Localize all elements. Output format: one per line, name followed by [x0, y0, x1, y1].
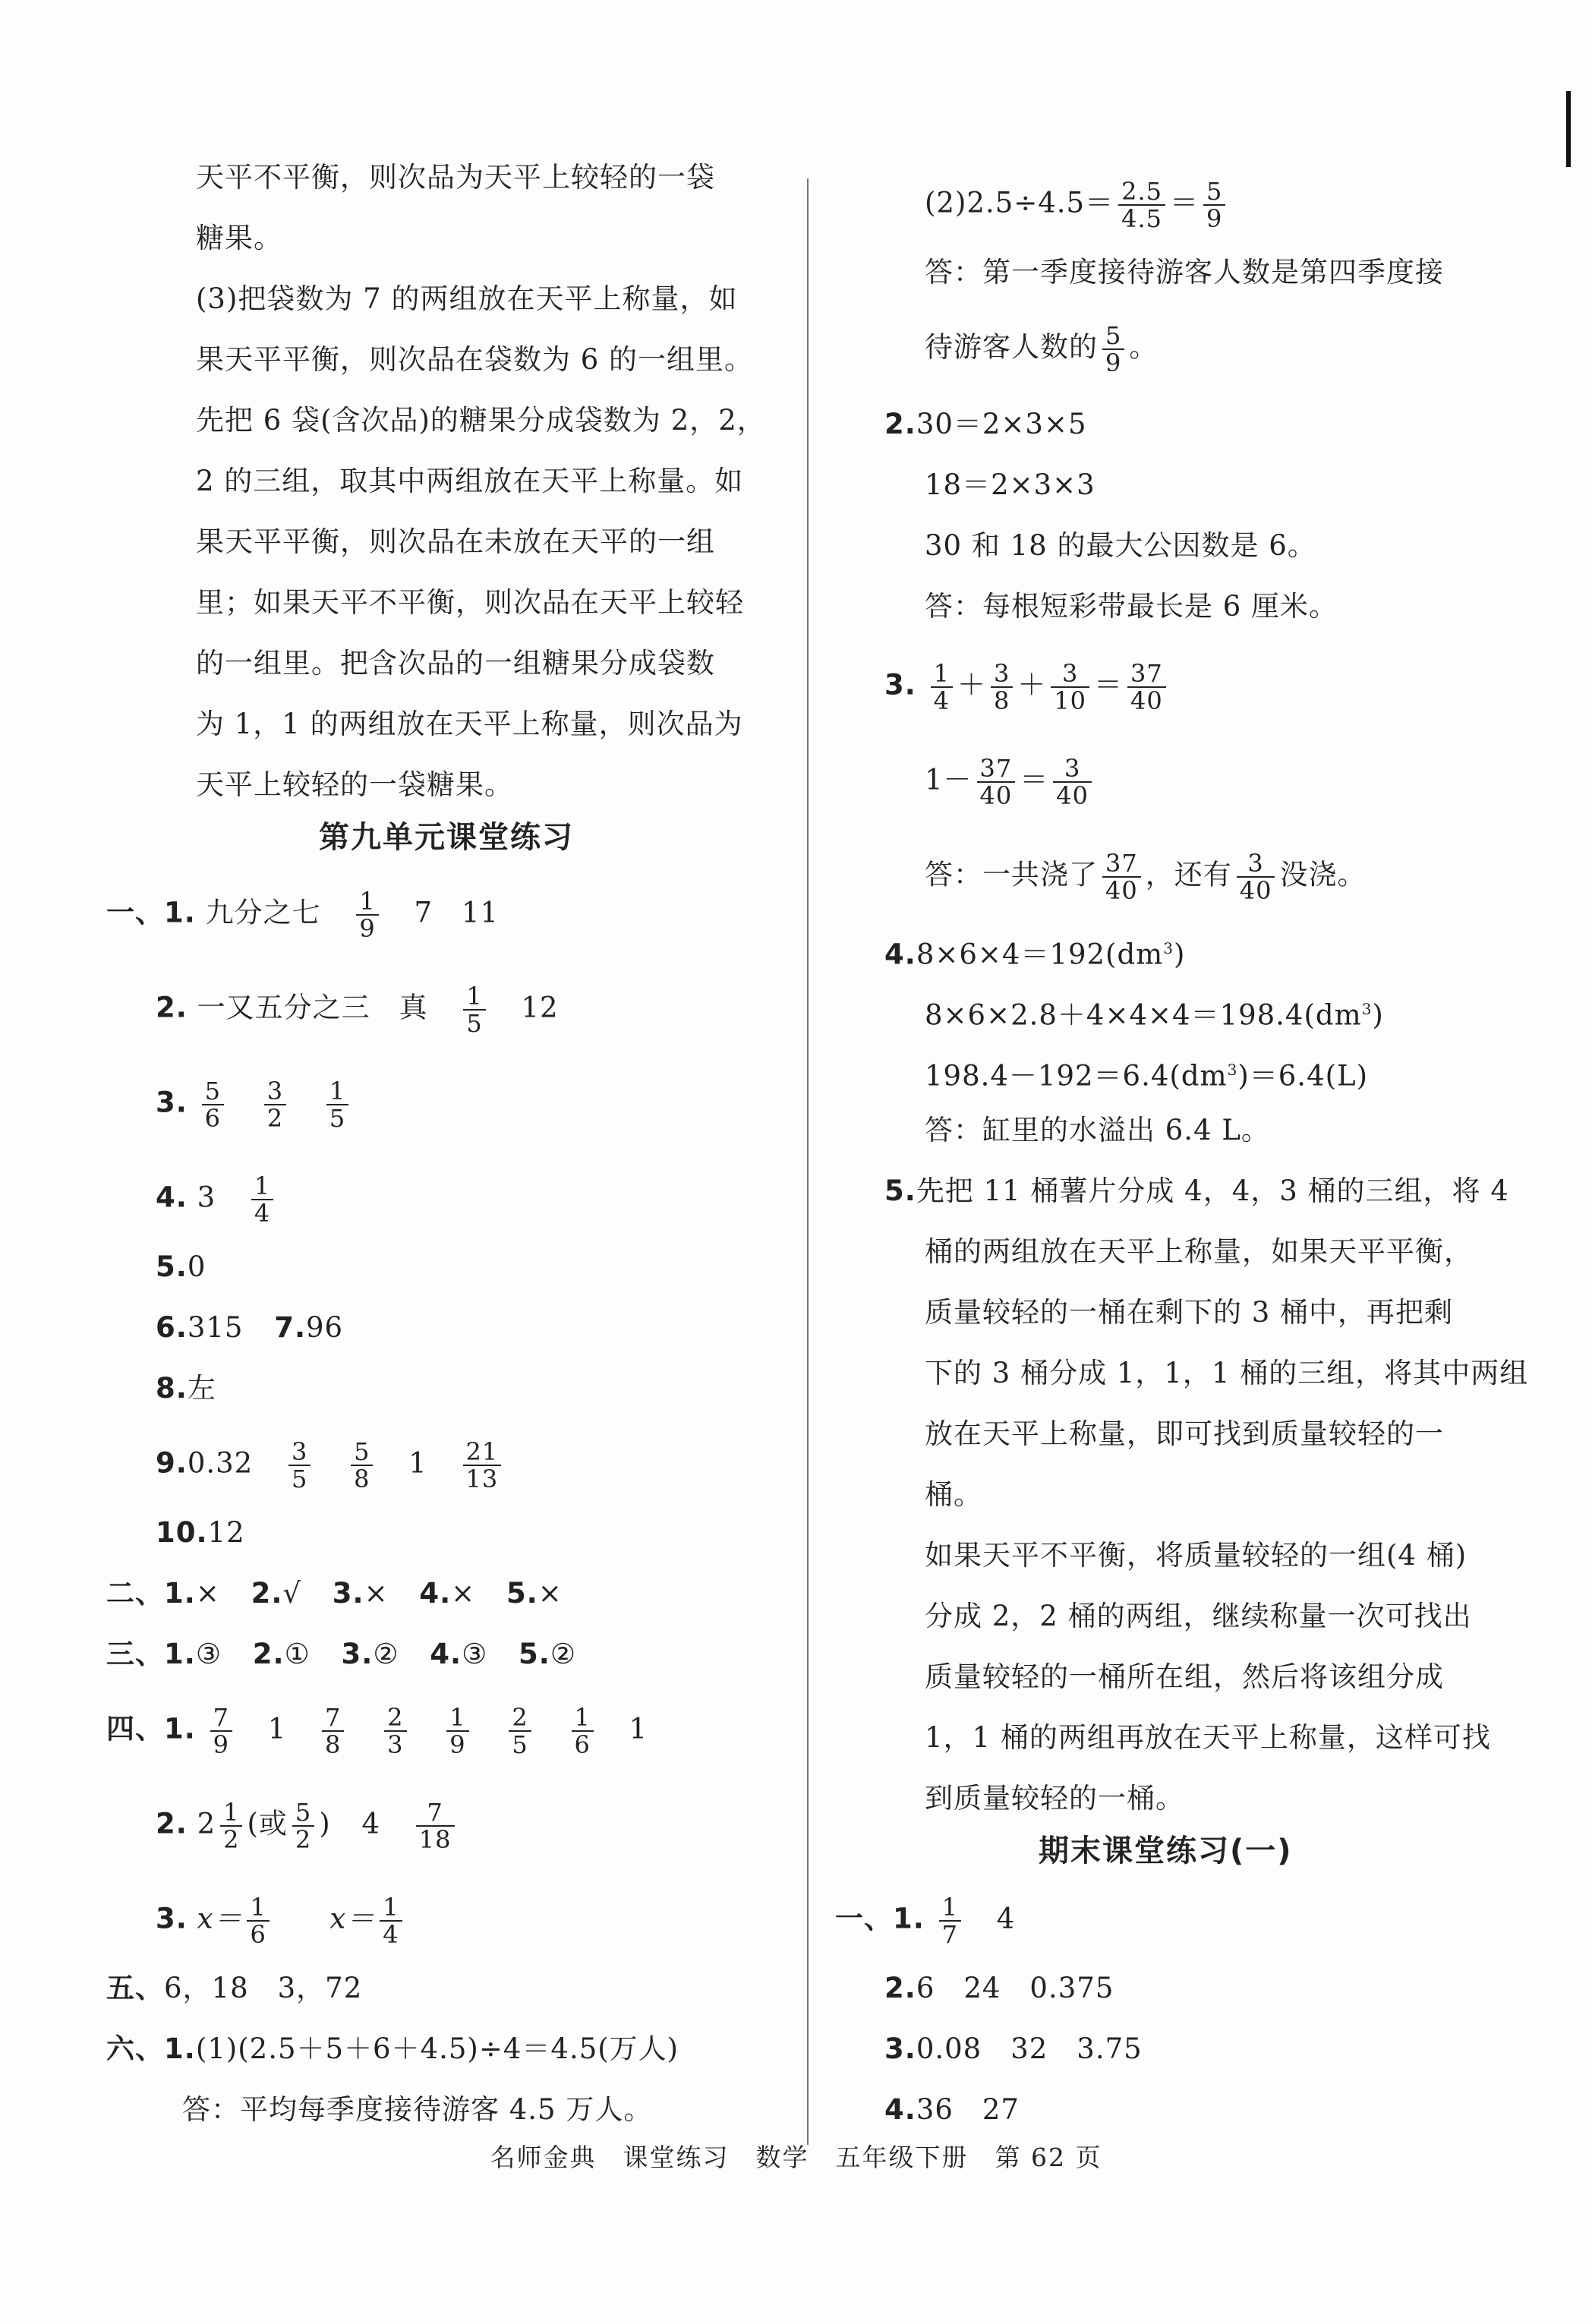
answer-line: 答：平均每季度接待游客 4.5 万人。	[182, 2093, 653, 2126]
answer-line: 2. 2 $\frac{1}{2}$ (或 $\frac{5}{2}$ ) 4 $\frac{7}{18}$	[156, 1799, 459, 1853]
answer-line: $4.8\times 6\times 4=192(dm^3)$	[884, 938, 1186, 971]
fraction: $\frac{5}{9}$	[1203, 178, 1225, 232]
fraction: $\frac{3}{2}$	[264, 1078, 286, 1131]
answer-line: 3. $\frac{1}{4}$ ＋ $\frac{3}{8}$ ＋ $\frac{3}{10}$ ＝ $\frac{37}{40}$	[884, 661, 1171, 714]
text-line: 桶的两组放在天平上称量，如果天平平衡，	[925, 1235, 1473, 1268]
fraction: $\frac{7}{8}$	[322, 1704, 344, 1758]
section-heading: 期末课堂练习(一)	[1039, 1834, 1293, 1868]
section-heading: 第九单元课堂练习	[319, 820, 574, 855]
answer-line: 5.0	[156, 1250, 206, 1283]
answer-line: 3.0.08 32 3.75	[884, 2032, 1143, 2065]
answer-line: $8\times 6\times 2.8+4\times 4\times 4=198.4(dm^3)$	[925, 998, 1384, 1032]
answer-line: 六、1.(1)(2.5＋5＋6＋4.5)÷4＝4.5(万人)	[106, 2032, 679, 2065]
text-line: 桶。	[925, 1478, 982, 1511]
answer-line: 2. 一又五分之三 真 $\frac{1}{5}$ 12	[156, 982, 559, 1038]
fraction: $\frac{1}{4}$	[380, 1894, 402, 1947]
answer-line: 答：缸里的水溢出 6.4 L。	[925, 1114, 1270, 1146]
edge-mark	[1566, 91, 1571, 167]
answer-line: 三、1.③ 2.① 3.② 4.③ 5.②	[106, 1638, 576, 1670]
text-line: 到质量较轻的一桶。	[925, 1782, 1184, 1815]
answer-line: 待游客人数的 $\frac{5}{9}$ 。	[925, 321, 1159, 377]
text-line: 果天平平衡，则次品在袋数为 6 的一组里。	[196, 343, 754, 376]
fraction: $\frac{37}{40}$	[1127, 661, 1166, 714]
fraction: $\frac{5}{9}$	[1102, 323, 1124, 376]
fraction: $\frac{1}{6}$	[247, 1894, 269, 1947]
answer-line: $198.4-192=6.4(dm^3)=6.4(L)$	[925, 1059, 1369, 1093]
answer-line: (2)2.5÷4.5＝ $\frac{2.5}{4.5}$ ＝ $\frac{5}{9}$	[925, 178, 1230, 232]
fraction: $\frac{2}{3}$	[384, 1704, 406, 1758]
fraction: $\frac{5}{6}$	[202, 1078, 224, 1131]
fraction: $\frac{5}{2}$	[292, 1799, 314, 1853]
fraction: $\frac{5}{8}$	[351, 1439, 373, 1492]
text-line: 质量较轻的一桶在剩下的 3 桶中，再把剩	[925, 1296, 1454, 1329]
fraction: $\frac{2}{5}$	[509, 1704, 531, 1758]
fraction: $\frac{3}{10}$	[1051, 661, 1089, 714]
answer-line: 4. 3 $\frac{1}{4}$	[156, 1173, 278, 1226]
fraction: $\frac{1}{7}$	[939, 1894, 961, 1947]
text-line: 为 1，1 的两组放在天平上称量，则次品为	[196, 708, 743, 740]
fraction: $\frac{1}{6}$	[572, 1704, 594, 1758]
fraction: $\frac{2.5}{4.5}$	[1118, 178, 1165, 232]
answer-line: 2.6 24 0.375	[884, 1972, 1114, 2004]
answer-line: 5.先把 11 桶薯片分成 4，4，3 桶的三组，将 4	[884, 1175, 1509, 1207]
text-line: 1，1 桶的两组再放在天平上称量，这样可找	[925, 1721, 1491, 1754]
answer-line: 四、1. $\frac{7}{9}$ 1 $\frac{7}{8}$ $\frac{2}{3}$ $\frac{1}{9}$ $\frac{2}{5}$ $\frac{1}{6}$ 1	[106, 1703, 648, 1759]
fraction: $\frac{1}{4}$	[931, 661, 953, 714]
answer-line: 一、1. $\frac{1}{7}$ 4	[835, 1893, 1016, 1949]
answer-line: 一、1. 九分之七 $\frac{1}{9}$ 7 11	[106, 887, 500, 943]
text-line: 放在天平上称量，即可找到质量较轻的一	[925, 1417, 1444, 1450]
answer-line: 答：一共浇了 $\frac{37}{40}$ ，还有 $\frac{3}{40}$ 没浇。	[925, 849, 1367, 905]
fraction: $\frac{1}{9}$	[446, 1704, 468, 1758]
answer-line: 9.0.32 $\frac{3}{5}$ $\frac{5}{8}$ 1 $\frac{21}{13}$	[156, 1439, 506, 1492]
fraction: $\frac{1}{5}$	[463, 983, 485, 1036]
fraction: $\frac{1}{4}$	[251, 1173, 273, 1226]
answer-line: 答：每根短彩带最长是 6 厘米。	[925, 590, 1338, 623]
answer-line: 30 和 18 的最大公因数是 6。	[925, 529, 1316, 562]
fraction: $\frac{37}{40}$	[977, 755, 1016, 809]
text-line: 2 的三组，取其中两组放在天平上称量。如	[196, 465, 744, 497]
fraction: $\frac{3}{40}$	[1053, 755, 1092, 809]
answer-line: 2.30＝2×3×5	[884, 408, 1087, 440]
page-footer: 名师金典 课堂练习 数学 五年级下册 第 62 页	[490, 2143, 1102, 2172]
text-line: 天平上较轻的一袋糖果。	[196, 768, 513, 801]
text-line: 下的 3 桶分成 1，1，1 桶的三组，将其中两组	[925, 1357, 1529, 1389]
answer-line: 4.36 27	[884, 2093, 1020, 2126]
text-line: 天平不平衡，则次品为天平上较轻的一袋	[196, 161, 715, 194]
column-divider	[807, 178, 809, 2145]
answer-line: 答：第一季度接待游客人数是第四季度接	[925, 256, 1444, 289]
fraction: $\frac{21}{13}$	[463, 1439, 502, 1492]
fraction: $\frac{37}{40}$	[1102, 850, 1141, 903]
text-line: 分成 2，2 桶的两组，继续称量一次可找出	[925, 1600, 1472, 1632]
text-line: (3)把袋数为 7 的两组放在天平上称量，如	[196, 282, 738, 315]
fraction: $\frac{3}{40}$	[1237, 850, 1275, 903]
text-line: 先把 6 袋(含次品)的糖果分成袋数为 2，2，	[196, 404, 766, 437]
fraction: $\frac{7}{18}$	[416, 1799, 455, 1853]
text-line: 的一组里。把含次品的一组糖果分成袋数	[196, 647, 715, 680]
answer-line: 二、1.× 2.√ 3.× 4.× 5.×	[106, 1577, 563, 1610]
text-line: 里；如果天平不平衡，则次品在天平上较轻	[196, 586, 744, 619]
answer-line: 8.左	[156, 1372, 216, 1405]
fraction: $\frac{3}{8}$	[991, 661, 1013, 714]
answer-line: 3. $\frac{5}{6}$ $\frac{3}{2}$ $\frac{1}{5}$	[156, 1078, 353, 1131]
fraction: $\frac{3}{5}$	[288, 1439, 311, 1492]
answer-line: 6.315 7.96	[156, 1311, 344, 1344]
answer-line: 3. x＝ $\frac{1}{6}$ x＝ $\frac{1}{4}$	[156, 1894, 407, 1947]
fraction: $\frac{7}{9}$	[210, 1704, 232, 1758]
answer-line: 18＝2×3×3	[925, 468, 1095, 501]
text-line: 质量较轻的一桶所在组，然后将该组分成	[925, 1660, 1444, 1693]
fraction: $\frac{1}{9}$	[356, 888, 378, 941]
text-line: 果天平平衡，则次品在未放在天平的一组	[196, 525, 715, 558]
answer-line: 1－ $\frac{37}{40}$ ＝ $\frac{3}{40}$	[925, 755, 1096, 809]
text-line: 糖果。	[196, 222, 282, 254]
fraction: $\frac{1}{5}$	[326, 1078, 348, 1131]
fraction: $\frac{1}{2}$	[220, 1799, 242, 1853]
answer-line: 五、6，18 3，72	[106, 1972, 363, 2004]
answer-line: 10.12	[156, 1516, 245, 1549]
text-line: 如果天平不平衡，将质量较轻的一组(4 桶)	[925, 1539, 1467, 1572]
